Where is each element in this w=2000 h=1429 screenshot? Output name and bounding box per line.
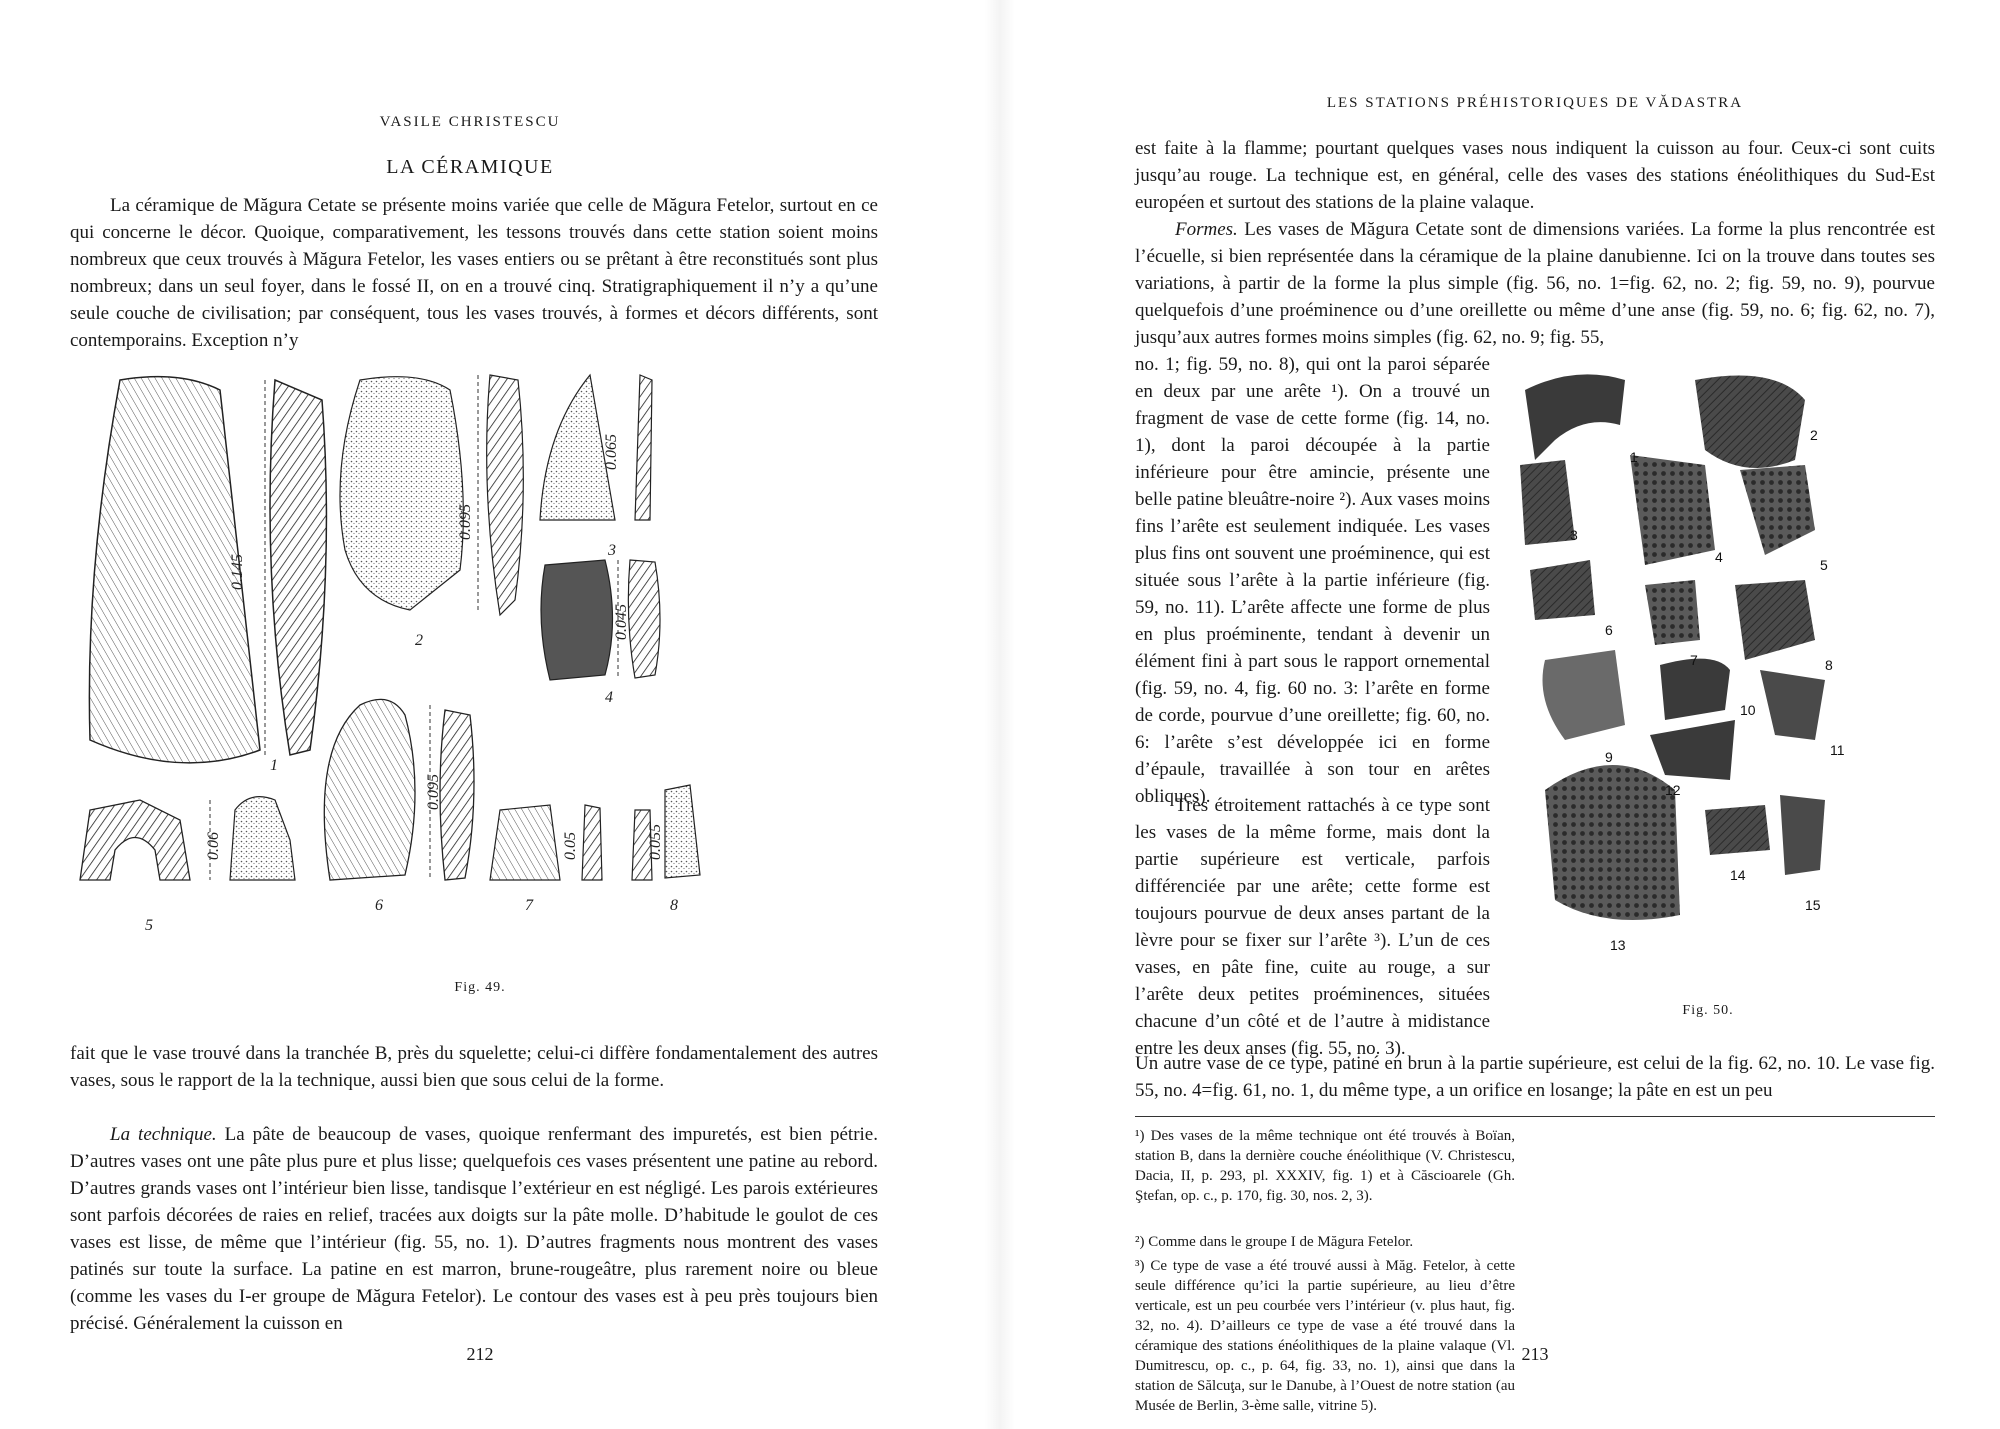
figure-50-caption: Fig. 50. xyxy=(1682,1003,1734,1018)
measure-4: 0.045 xyxy=(613,604,630,640)
formes-text: Les vases de Măgura Cetate sont de dimensions variées. La forme la plus rencontrée est l’écuelle, si bien représentée dans la céramique de la plaine danubienne. Ici on la trouve dans toutes ses variations, à partir de la forme la plus simple (fig. 56, no. 1=fig. 62, no. 2; fig. 59, no. 9), pourvue quelquefois d’une proéminence ou d’une oreillette ou même d’une anse (fig. 59, no. 6; fig. 62, no. 7), jusqu’aux autres formes moins simples (fig. 62, no. 9; fig. 55, xyxy=(1135,219,1935,348)
sherd-2 xyxy=(1695,376,1805,469)
photo-label-7: 7 xyxy=(1690,652,1698,668)
formes-paragraph xyxy=(1135,216,1935,351)
drawing-label-2: 2 xyxy=(415,632,423,649)
drawing-4 xyxy=(541,560,660,680)
footnote-2: ²) Comme dans le groupe I de Măgura Fetelor. xyxy=(1135,1234,1414,1250)
sherd-15 xyxy=(1780,795,1825,875)
photo-label-6: 6 xyxy=(1605,622,1613,638)
right-page xyxy=(1015,0,2000,1429)
sherd-14 xyxy=(1705,805,1770,855)
footnote-1: ¹) Des vases de la même technique ont été trouvés à Boïan, station B, dans la dernière couche énéolithique (V. Christescu, Dacia, II, p. 293, pl. XXXIV, fig. 1) et à Căscioarele (Gh. Ştefan, op. c., p. 170, fig. 30, nos. 2, 3). xyxy=(1135,1128,1515,1204)
photo-label-15: 15 xyxy=(1805,897,1821,913)
drawing-8 xyxy=(632,785,700,880)
figure-50-photo xyxy=(1515,370,1935,1010)
book-gutter xyxy=(985,0,1015,1429)
drawing-5 xyxy=(80,797,295,880)
intro-paragraph: La céramique de Măgura Cetate se présente moins variée que celle de Măgura Fetelor, surtout en ce qui concerne le décor. Quoique, comparativement, les tessons trouvés dans cette station soient moins nombreux que ceux trouvés à Măgura Fetelor, les vases entiers ou se prêtant à être reconstitués sont plus nombreux; dans un seul foyer, dans le fossé II, on en a trouvé cinq. Stratigraphiquement il n’y a qu’une seule couche de civilisation; par conséquent, tous les vases trouvés, à formes et décors différents, sont contemporains. Exception n’y xyxy=(70,195,878,351)
drawing-label-4: 4 xyxy=(605,689,613,706)
after-figure-paragraph: Un autre vase de ce type, patiné en brun à la partie supérieure, est celui de la fig. 62, no. 10. Le vase fig. 55, no. 4=fig. 61, no. 1, du même type, a un orifice en losange; la pâte en est un peu xyxy=(1135,1053,1935,1101)
measure-1: 0.145 xyxy=(229,554,246,590)
sherd-3 xyxy=(1520,460,1575,545)
section-title: LA CÉRAMIQUE xyxy=(386,156,554,178)
left-page xyxy=(0,0,985,1429)
drawing-label-7: 7 xyxy=(525,897,533,914)
photo-label-9: 9 xyxy=(1605,749,1613,765)
drawing-label-8: 8 xyxy=(670,897,678,914)
photo-label-10: 10 xyxy=(1740,702,1756,718)
photo-label-14: 14 xyxy=(1730,867,1746,883)
sherd-8 xyxy=(1735,580,1815,660)
photo-label-12: 12 xyxy=(1665,782,1681,798)
sherd-1 xyxy=(1525,374,1625,460)
sherd-12 xyxy=(1650,720,1735,780)
continuation-paragraph: fait que le vase trouvé dans la tranchée B, près du squelette; celui-ci diffère fondamentalement des autres vases, sous le rapport de la la technique, aussi bien que sous celui de la forme. xyxy=(70,1043,878,1091)
photo-label-2: 2 xyxy=(1810,427,1818,443)
drawing-label-6: 6 xyxy=(375,897,383,914)
running-head-right: LES STATIONS PRÉHISTORIQUES DE VĂDASTRA xyxy=(1326,95,1744,111)
drawing-label-5: 5 xyxy=(145,917,153,934)
sherd-5 xyxy=(1740,465,1815,555)
sherd-11 xyxy=(1760,670,1825,740)
measure-3: 0.065 xyxy=(603,434,620,470)
column-paragraph-1: no. 1; fig. 59, no. 8), qui ont la paroi séparée en deux par une arête ¹). On a trouvé un fragment de vase de cette forme (fig. 14, no. 1), dont la paroi découpée à la partie inférieure pour être amincie, présente une belle patine bleuâtre-noire ²). Aux vases moins fins l’arête est seulement indiquée. Les vases plus fins ont souvent une proéminence, qui est située sous l’arête à la partie inférieure (fig. 59, no. 11). L’arête affecte une forme de plus en plus proéminente, tendant à devenir un élément fini à part sous le rapport ornemental (fig. 59, no. 4, fig. 60 no. 3: l’arête en forme de corde, pourvue d’une oreillette; fig. 60, no. 6: l’arête s’est développée ici en forme d’épaule, travaillée à son tour en arêtes obliques). xyxy=(1135,354,1490,807)
photo-label-11: 11 xyxy=(1830,742,1845,758)
measure-7: 0.05 xyxy=(562,832,579,860)
column-paragraph-2: Très étroitement rattachés à ce type sont les vases de la même forme, mais dont la partie supérieure est verticale, parfois différenciée par une arête; cette forme est toujours pourvue de deux anses partant de la lèvre pour se fixer sur l’arête ³). L’un de ces vases, en pâte fine, cuite au rouge, a sur l’arête deux petites proéminences, situées chacune d’un côté et de l’autre à midistance entre les deux anses (fig. 55, no. 3). xyxy=(1135,795,1490,1059)
photo-label-8: 8 xyxy=(1825,657,1833,673)
technique-paragraph xyxy=(70,1121,878,1337)
footnote-rule xyxy=(1135,1116,1935,1117)
drawing-7 xyxy=(490,805,602,880)
measure-8: 0.055 xyxy=(647,824,664,860)
drawing-1 xyxy=(89,377,326,763)
page-number-left: 212 xyxy=(466,1344,494,1364)
measure-5: 0.06 xyxy=(205,832,222,860)
drawing-6 xyxy=(324,699,474,880)
photo-label-13: 13 xyxy=(1610,937,1626,953)
drawing-2 xyxy=(340,375,523,615)
technique-text: La pâte de beaucoup de vases, quoique renfermant des impuretés, est bien pétrie. D’autres vases ont une pâte plus pure et plus lisse; quelquefois ces vases présentent une patine au rebord. D’autres grands vases ont l’intérieur bien lisse, tandisque l’extérieur en est négligé. Les parois extérieures sont parfois décorées de raies en relief, tracées aux doigts sur la pâte molle. D’habitude le goulot de ces vases est lisse, de même que l’intérieur (fig. 55, no. 1). D’autres fragments nous montrent des vases patinés sur toute la surface. La patine en est marron, brune-rougeâtre, plus rarement noire ou bleue (comme les vases du I-er groupe de Măgura Fetelor). Le contour des vases est à peu près toujours bien précisé. Généralement la cuisson en xyxy=(70,1124,878,1334)
sherd-6 xyxy=(1530,560,1595,620)
sherd-7 xyxy=(1645,580,1700,645)
technique-label: La technique. xyxy=(110,1124,217,1145)
formes-label: Formes. xyxy=(1175,219,1238,240)
top-paragraph: est faite à la flamme; pourtant quelques vases nous indiquent la cuisson au four. Ceux-ci sont cuits jusqu’au rouge. La technique est, en général, celle des vases des stations énéolithiques du Sud-Est européen et surtout des stations de la plaine valaque. xyxy=(1135,138,1935,213)
figure-49-drawings xyxy=(60,370,920,970)
sherd-13 xyxy=(1545,765,1680,920)
measure-6: 0.095 xyxy=(425,774,442,810)
sherd-4 xyxy=(1630,455,1715,565)
measure-2: 0.095 xyxy=(457,504,474,540)
photo-label-3: 3 xyxy=(1570,527,1578,543)
drawing-label-1: 1 xyxy=(270,757,278,774)
photo-label-4: 4 xyxy=(1715,549,1723,565)
running-head-left: VASILE CHRISTESCU xyxy=(379,114,561,130)
footnote-3: ³) Ce type de vase a été trouvé aussi à Măg. Fetelor, à cette seule différence qu’ici la partie supérieure, au lieu d’être verticale, est un peu courbée vers l’intérieur (v. plus haut, fig. 32, no. 4). D’ailleurs ce type de vase a été trouvé dans la céramique des stations énéolithiques de la plaine valaque (Vl. Dumitrescu, op. c., p. 64, fig. 33, no. 1), ainsi que dans la station de Sălcuţa, sur le Danube, à l’Ouest de notre station (au Musée de Berlin, 3-ème salle, vitrine 5). xyxy=(1135,1258,1515,1414)
photo-label-1: 1 xyxy=(1630,449,1638,465)
page-number-right: 213 xyxy=(1521,1344,1549,1364)
figure-49-caption: Fig. 49. xyxy=(454,980,506,995)
drawing-3 xyxy=(540,375,652,520)
drawing-label-3: 3 xyxy=(608,542,616,559)
photo-label-5: 5 xyxy=(1820,557,1828,573)
sherd-9 xyxy=(1543,650,1626,740)
